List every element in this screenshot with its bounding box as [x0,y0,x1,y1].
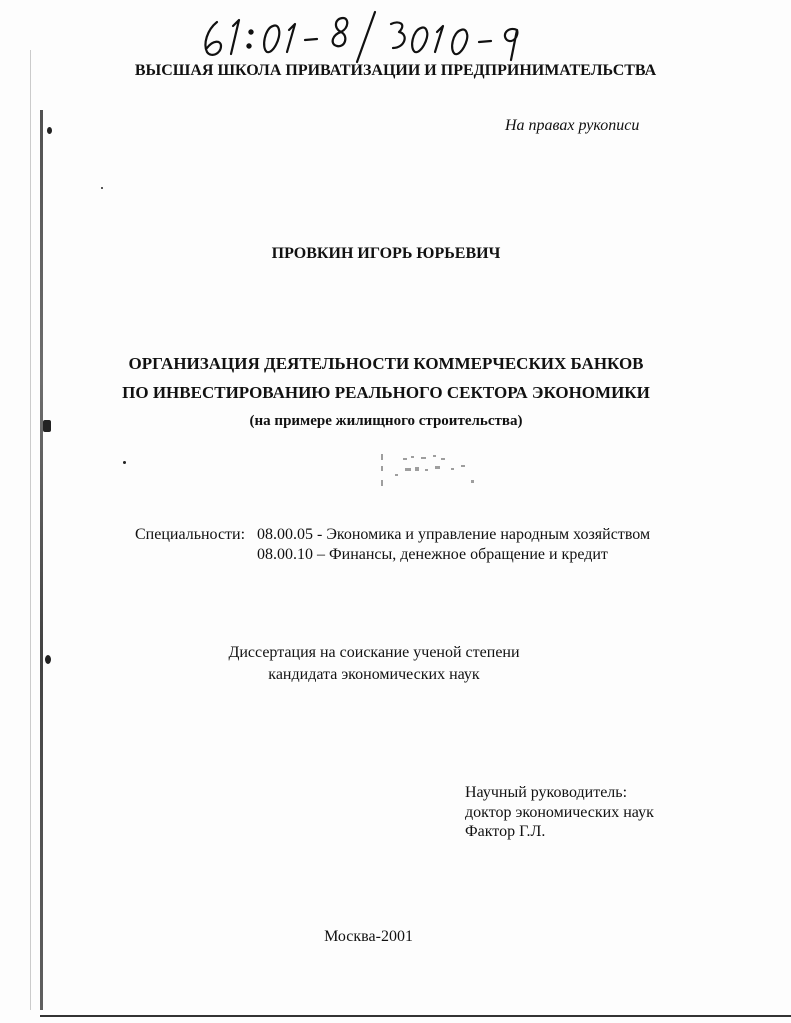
rights-note: На правах рукописи [505,117,640,134]
handwritten-archive-code [195,8,535,64]
city-year: Москва-2001 [324,928,413,945]
specialty-08-00-05: 08.00.05 - Экономика и управление народным хозяйством [257,526,651,543]
scan-speck [47,127,52,134]
dissertation-title-line2: ПО ИНВЕСТИРОВАНИЮ РЕАЛЬНОГО СЕКТОРА ЭКОНОМИКИ [122,383,650,402]
faded-stamp [375,450,495,495]
supervisor-label: Научный руководитель: [465,784,628,801]
scan-bottom-edge [40,1015,791,1017]
specialties-label: Специальности: [135,526,246,543]
dissertation-subtitle: (на примере жилищного строительства) [249,413,523,429]
author-name: ПРОВКИН ИГОРЬ ЮРЬЕВИЧ [271,245,501,262]
scan-speck [123,461,126,464]
dissertation-title-line1: ОРГАНИЗАЦИЯ ДЕЯТЕЛЬНОСТИ КОММЕРЧЕСКИХ БАНКОВ [128,354,644,373]
scan-edge-line [30,50,31,1010]
specialty-08-00-10: 08.00.10 – Финансы, денежное обращение и кредит [257,546,608,563]
institution-name: ВЫСШАЯ ШКОЛА ПРИВАТИЗАЦИИ И ПРЕДПРИНИМАТЕЛЬСТВА [134,62,657,79]
dissertation-degree-line2: кандидата экономических наук [268,666,480,683]
supervisor-degree: доктор экономических наук [465,804,654,821]
supervisor-name: Фактор Г.Л. [465,823,546,840]
dissertation-degree-line1: Диссертация на соискание ученой степени [228,644,520,661]
scan-speck [101,187,103,189]
